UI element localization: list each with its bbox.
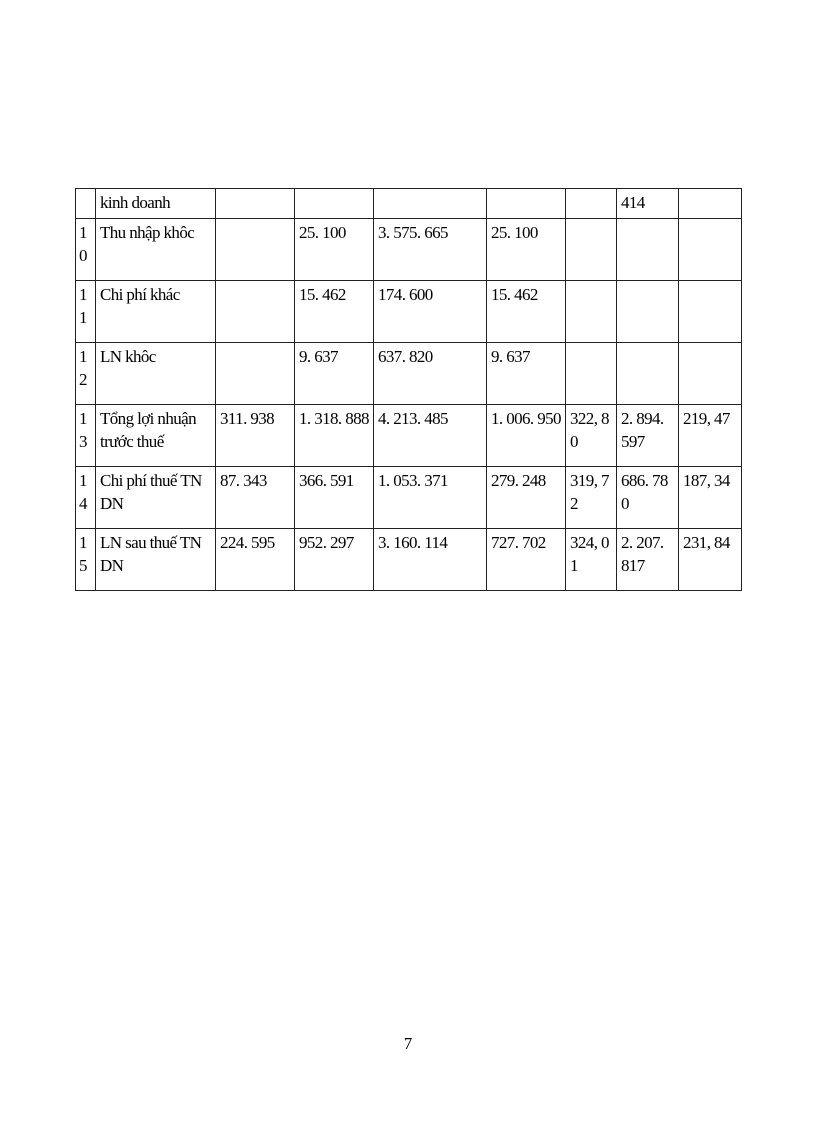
table-row xyxy=(76,405,742,467)
table-cell: 952. 297 xyxy=(295,529,374,591)
table-cell xyxy=(679,219,742,281)
table-cell: 727. 702 xyxy=(487,529,566,591)
table-row xyxy=(76,219,742,281)
table-cell xyxy=(295,189,374,219)
table-cell xyxy=(679,343,742,405)
row-item: Chi phí khác xyxy=(96,281,216,343)
table-cell xyxy=(216,343,295,405)
table-cell: 1. 318. 888 xyxy=(295,405,374,467)
table-cell: 187, 34 xyxy=(679,467,742,529)
table-cell: 311. 938 xyxy=(216,405,295,467)
table-cell xyxy=(487,189,566,219)
row-index: 1 4 xyxy=(76,467,96,529)
table-row xyxy=(76,189,742,219)
table-cell xyxy=(566,189,617,219)
row-item: Tổng lợi nhuận trước thuế xyxy=(96,405,216,467)
row-index xyxy=(76,189,96,219)
table-cell xyxy=(617,281,679,343)
table-cell xyxy=(216,281,295,343)
financial-table xyxy=(75,188,742,591)
table-cell: 219, 47 xyxy=(679,405,742,467)
row-item: LN khôc xyxy=(96,343,216,405)
table-cell: 322, 80 xyxy=(566,405,617,467)
row-item: Thu nhập khôc xyxy=(96,219,216,281)
table-cell: 1. 006. 950 xyxy=(487,405,566,467)
row-item: Chi phí thuế TNDN xyxy=(96,467,216,529)
table-cell xyxy=(617,343,679,405)
row-item: LN sau thuế TNDN xyxy=(96,529,216,591)
table-row xyxy=(76,281,742,343)
table-cell: 4. 213. 485 xyxy=(374,405,487,467)
table-cell: 1. 053. 371 xyxy=(374,467,487,529)
row-index: 1 3 xyxy=(76,405,96,467)
table-cell xyxy=(566,219,617,281)
table-cell: 414 xyxy=(617,189,679,219)
table-cell: 9. 637 xyxy=(295,343,374,405)
table-cell: 15. 462 xyxy=(487,281,566,343)
table-cell: 319, 72 xyxy=(566,467,617,529)
table-cell: 9. 637 xyxy=(487,343,566,405)
table-cell: 3. 160. 114 xyxy=(374,529,487,591)
table-cell: 366. 591 xyxy=(295,467,374,529)
row-index: 1 5 xyxy=(76,529,96,591)
table-row xyxy=(76,467,742,529)
table-cell: 686. 780 xyxy=(617,467,679,529)
row-index: 1 0 xyxy=(76,219,96,281)
table-cell: 324, 01 xyxy=(566,529,617,591)
table-cell: 231, 84 xyxy=(679,529,742,591)
page-number: 7 xyxy=(403,1034,413,1053)
table-cell: 2. 894. 597 xyxy=(617,405,679,467)
table-cell: 25. 100 xyxy=(487,219,566,281)
row-index: 1 1 xyxy=(76,281,96,343)
table-cell: 279. 248 xyxy=(487,467,566,529)
table-cell: 15. 462 xyxy=(295,281,374,343)
table-cell: 2. 207. 817 xyxy=(617,529,679,591)
table-cell xyxy=(216,219,295,281)
table-cell: 25. 100 xyxy=(295,219,374,281)
table-cell: 637. 820 xyxy=(374,343,487,405)
row-item: kinh doanh xyxy=(96,189,216,219)
table-cell: 174. 600 xyxy=(374,281,487,343)
table-cell: 87. 343 xyxy=(216,467,295,529)
table-cell xyxy=(566,343,617,405)
table-cell xyxy=(374,189,487,219)
table-cell xyxy=(566,281,617,343)
table-row xyxy=(76,343,742,405)
table-cell xyxy=(679,281,742,343)
table-row xyxy=(76,529,742,591)
table-cell: 224. 595 xyxy=(216,529,295,591)
row-index: 1 2 xyxy=(76,343,96,405)
table-cell: 3. 575. 665 xyxy=(374,219,487,281)
table-cell xyxy=(617,219,679,281)
table-cell xyxy=(216,189,295,219)
table-cell xyxy=(679,189,742,219)
